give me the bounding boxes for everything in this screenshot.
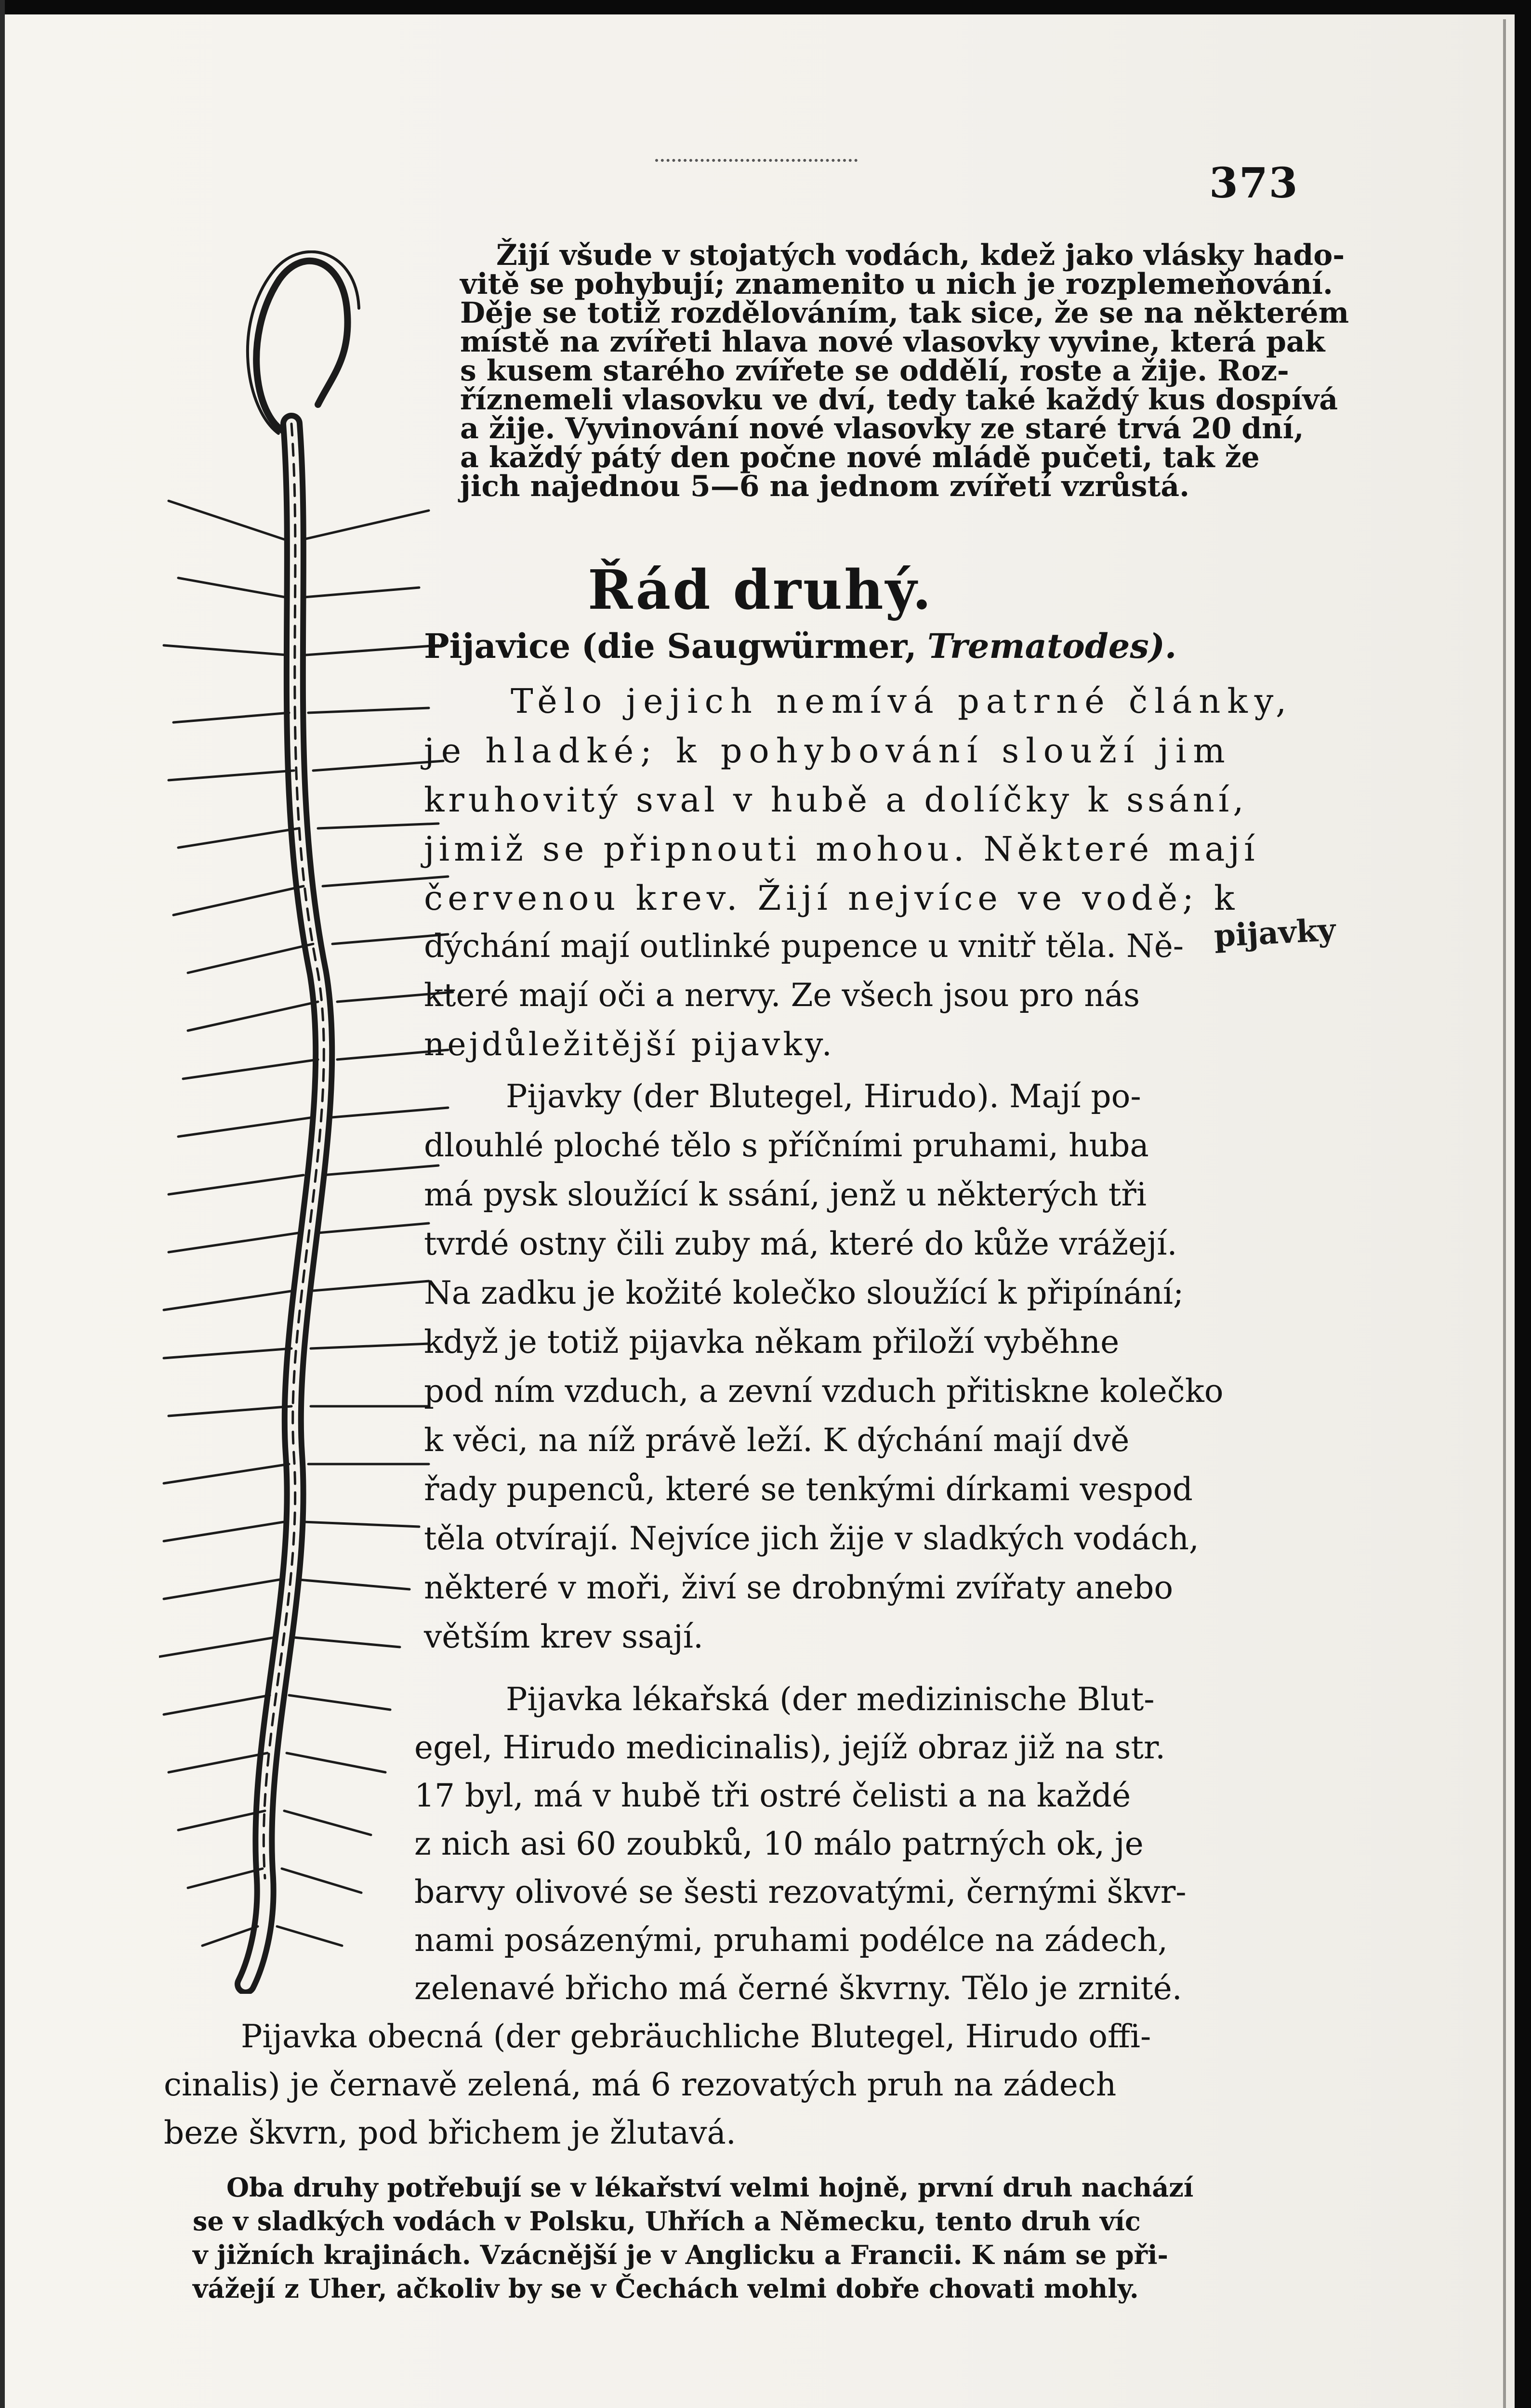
scan-edge-right (1515, 0, 1531, 2408)
footnote-line: Oba druhy potřebují se v lékařství velmi hojně, první druh nachází (226, 2172, 1194, 2203)
text-line: těla otvírají. Nejvíce jich žije v sladkých vodách, (424, 1520, 1199, 1557)
text-line: říznemeli vlasovku ve dví, tedy také každý kus dospívá (460, 383, 1338, 417)
text-line: pod ním vzduch, a zevní vzduch přitiskne kolečko (424, 1373, 1224, 1410)
section-title: Řád druhý. (588, 559, 933, 622)
text-line: když je totiž pijavka někam přiloží vyběhne (424, 1323, 1120, 1361)
text-line: k věci, na níž právě leží. K dýchání mají dvě (424, 1422, 1130, 1459)
text-line: cinalis) je černavě zelená, má 6 rezovatých pruh na zádech (164, 2066, 1117, 2103)
text-line: jimiž se připnouti mohou. Některé mají (424, 829, 1259, 869)
text-line: a každý pátý den počne nové mládě pučeti, tak že (460, 441, 1260, 474)
subtitle (424, 626, 1176, 666)
text-line: jich najednou 5—6 na jednom zvířetí vzrůstá. (460, 470, 1190, 503)
text-line: dlouhlé ploché tělo s příčními pruhami, huba (424, 1127, 1149, 1164)
text-line: vitě se pohybují; znamenito u nich je rozplemeňování. (460, 267, 1333, 301)
footnote-line: vážejí z Uher, ačkoliv by se v Čechách velmi dobře chovati mohly. (193, 2273, 1139, 2304)
ink-stamp: pijavky (1213, 912, 1337, 955)
text-line: Žijí všude v stojatých vodách, kdež jako vlásky hado- (496, 238, 1345, 272)
running-head (655, 154, 858, 162)
text-line: Pijavka lékařská (der medizinische Blut- (506, 1681, 1155, 1718)
text-line: nejdůležitější pijavky. (424, 1026, 835, 1063)
text-line: místě na zvířeti hlava nové vlasovky vyvine, která pak (460, 325, 1325, 359)
text-line: řady pupenců, které se tenkými dírkami vespod (424, 1471, 1193, 1508)
footnote-line: se v sladkých vodách v Polsku, Uhřích a Německu, tento druh víc (193, 2206, 1141, 2237)
subtitle-name: Pijavice (424, 626, 571, 666)
text-line: nami posázenými, pruhami podélce na zádech, (414, 1922, 1168, 1959)
text-line: a žije. Vyvinování nové vlasovky ze staré trvá 20 dní, (460, 412, 1304, 445)
worm-illustration (159, 250, 458, 1994)
footnote-line: v jižních krajinách. Vzácnější je v Anglicku a Francii. K nám se při- (193, 2239, 1168, 2270)
text-line: tvrdé ostny čili zuby má, které do kůže vrážejí. (424, 1225, 1177, 1262)
scan-edge-line (1503, 19, 1506, 2408)
text-line: barvy olivové se šesti rezovatými, černými škvr- (414, 1873, 1187, 1911)
text-line: Pijavka obecná (der gebräuchliche Blutegel, Hirudo offi- (241, 2018, 1151, 2055)
text-line: zelenavé břicho má černé škvrny. Tělo je zrnité. (414, 1970, 1182, 2007)
text-line: je hladké; k pohybování slouží jim (424, 731, 1232, 771)
subtitle-latin: Trematodes). (927, 626, 1177, 666)
text-line: 17 byl, má v hubě tři ostré čelisti a na každé (414, 1777, 1131, 1814)
text-line: které mají oči a nervy. Ze všech jsou pro nás (424, 977, 1140, 1014)
page-number: 373 (1209, 159, 1299, 208)
text-line: Na zadku je kožité kolečko sloužící k připínání; (424, 1274, 1184, 1311)
text-line: má pysk sloužící k ssání, jenž u některých tři (424, 1176, 1147, 1213)
text-line: dýchání mají outlinké pupence u vnitř těla. Ně- (424, 928, 1184, 965)
scan-edge-top (0, 0, 1531, 14)
scan-edge-left (0, 0, 5, 2408)
text-line: beze škvrn, pod břichem je žlutavá. (164, 2114, 736, 2151)
subtitle-german: (die Saugwürmer, (581, 626, 917, 666)
text-line: některé v moři, živí se drobnými zvířaty anebo (424, 1569, 1174, 1606)
text-line: červenou krev. Žijí nejvíce ve vodě; k (424, 878, 1240, 918)
text-line: z nich asi 60 zoubků, 10 málo patrných ok, je (414, 1825, 1144, 1862)
text-line: větším krev ssají. (424, 1618, 703, 1655)
text-line: egel, Hirudo medicinalis), jejíž obraz již na str. (414, 1729, 1166, 1766)
text-line: kruhovitý sval v hubě a dolíčky k ssání, (424, 780, 1248, 820)
text-line: Děje se totiž rozdělováním, tak sice, že se na některém (460, 296, 1349, 330)
text-line: Pijavky (der Blutegel, Hirudo). Mají po- (506, 1078, 1141, 1115)
text-line: s kusem starého zvířete se oddělí, roste a žije. Roz- (460, 354, 1289, 388)
text-line: Tělo jejich nemívá patrné články, (511, 681, 1293, 721)
worm-drawing (159, 250, 458, 1994)
